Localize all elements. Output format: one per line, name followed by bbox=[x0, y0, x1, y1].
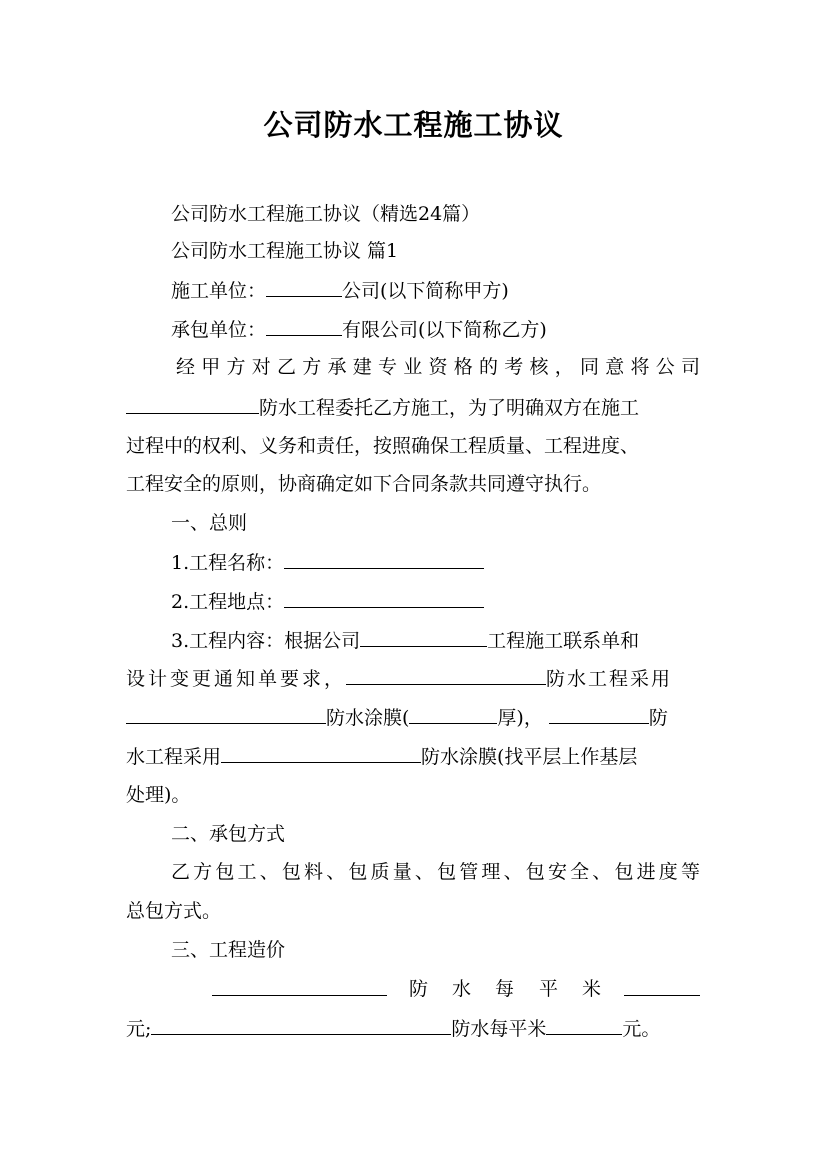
item3-l3-c: 防 bbox=[648, 707, 668, 729]
price-word-5: 米 bbox=[582, 978, 602, 1000]
item2-label: 2.工程地点： bbox=[171, 591, 285, 613]
intro-line-4: 工程安全的原则，协商确定如下合同条款共同遵守执行。 bbox=[126, 473, 602, 495]
project-location-blank bbox=[284, 589, 484, 608]
item1-label: 1.工程名称： bbox=[171, 552, 285, 574]
price-word-1: 防 bbox=[409, 978, 429, 1000]
item3-blank-3 bbox=[126, 705, 326, 724]
section2-heading: 二、承包方式 bbox=[171, 823, 286, 845]
item-project-name bbox=[171, 550, 484, 575]
item3-thickness-blank bbox=[409, 705, 497, 724]
price-blank-1 bbox=[212, 977, 387, 996]
price-blank-3 bbox=[151, 1016, 451, 1035]
item3-company-blank bbox=[360, 628, 487, 647]
party-a-blank bbox=[266, 278, 342, 297]
item3-l1-b: 工程施工联系单和 bbox=[487, 630, 640, 652]
party-b-line bbox=[171, 317, 547, 342]
price-word-3: 每 bbox=[495, 978, 515, 1000]
intro-line-2 bbox=[126, 395, 639, 420]
item3-l3-b: 厚)， bbox=[497, 707, 543, 729]
price-word-4: 平 bbox=[539, 978, 559, 1000]
item3-line-3 bbox=[126, 705, 668, 730]
price-l2-a: 元; bbox=[126, 1018, 152, 1040]
price-word-2: 水 bbox=[452, 978, 472, 1000]
party-b-suffix: 有限公司(以下简称乙方) bbox=[342, 319, 547, 341]
project-name-blank bbox=[284, 550, 484, 569]
section2-line-1: 乙方包工、包料、包质量、包管理、包安全、包进度等 bbox=[171, 861, 700, 883]
party-b-blank bbox=[266, 317, 342, 336]
chapter-heading: 公司防水工程施工协议 篇1 bbox=[171, 240, 399, 262]
intro-line-1: 经甲方对乙方承建专业资格的考核，同意将公司 bbox=[176, 356, 700, 378]
item-project-location bbox=[171, 589, 484, 614]
party-a-line bbox=[171, 278, 509, 303]
price-l2-b: 防水每平米 bbox=[451, 1018, 547, 1040]
item3-l4-b: 防水涂膜(找平层上作基层 bbox=[421, 746, 638, 768]
party-a-suffix: 公司(以下简称甲方) bbox=[342, 280, 509, 302]
section3-line-2 bbox=[126, 1016, 660, 1041]
party-b-label: 承包单位： bbox=[171, 319, 267, 341]
document-subtitle: 公司防水工程施工协议（精选24篇） bbox=[171, 203, 481, 225]
intro-project-blank bbox=[126, 395, 259, 414]
section2-line-2: 总包方式。 bbox=[126, 900, 222, 922]
item3-line-2 bbox=[126, 666, 672, 691]
section1-heading: 一、总则 bbox=[171, 512, 248, 534]
item3-blank-5 bbox=[221, 744, 421, 763]
item3-l1-a: 3.工程内容：根据公司 bbox=[171, 630, 361, 652]
item3-line-5: 处理)。 bbox=[126, 784, 191, 806]
section3-heading: 三、工程造价 bbox=[171, 939, 286, 961]
item3-l3-a: 防水涂膜( bbox=[326, 707, 410, 729]
item3-line-4 bbox=[126, 744, 637, 769]
item3-l2-a: 设计变更通知单要求， bbox=[126, 668, 347, 690]
price-l2-c: 元。 bbox=[622, 1018, 661, 1040]
intro-line-2-text: 防水工程委托乙方施工，为了明确双方在施工 bbox=[259, 397, 640, 419]
party-a-label: 施工单位： bbox=[171, 280, 267, 302]
item3-blank-2 bbox=[346, 666, 546, 685]
item3-line-1 bbox=[171, 628, 639, 653]
price-blank-4 bbox=[546, 1016, 622, 1035]
item3-l4-a: 水工程采用 bbox=[126, 746, 222, 768]
intro-line-3: 过程中的权利、义务和责任，按照确保工程质量、工程进度、 bbox=[126, 435, 640, 457]
item3-l2-b: 防水工程采用 bbox=[546, 668, 673, 690]
document-title: 公司防水工程施工协议 bbox=[263, 108, 564, 142]
item3-blank-4 bbox=[549, 705, 649, 724]
price-blank-2 bbox=[624, 977, 700, 996]
